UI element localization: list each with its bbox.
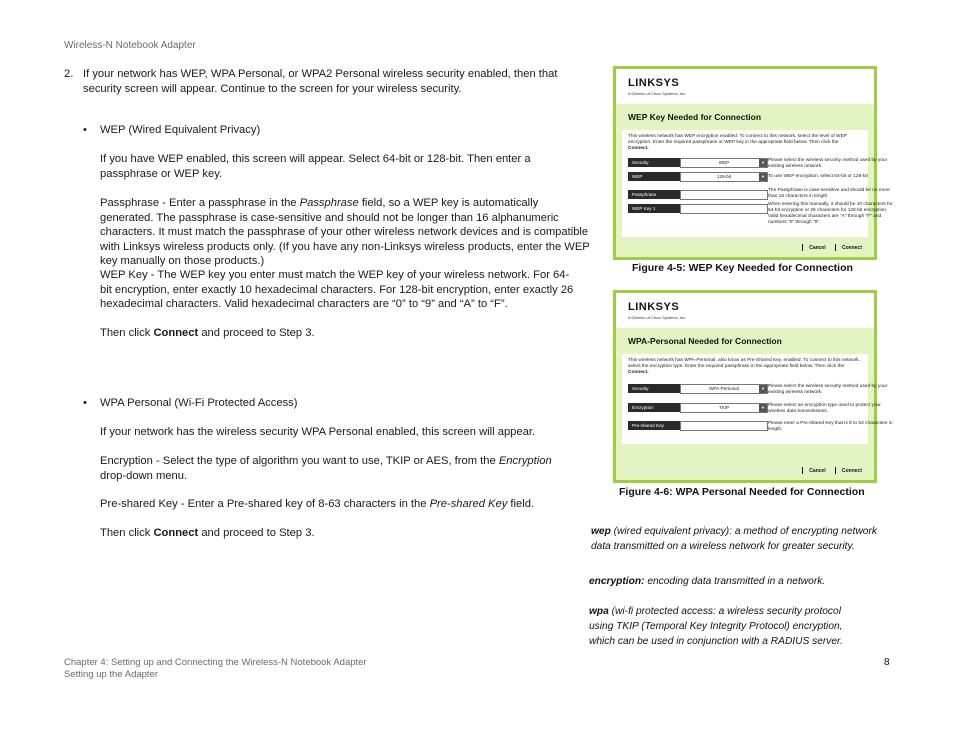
bullet: •	[83, 397, 87, 409]
screen-title: WEP Key Needed for Connection	[616, 104, 874, 130]
text: and proceed to Step 3.	[198, 327, 315, 339]
glossary-term: encryption:	[589, 576, 645, 587]
emphasis: Pre-shared Key	[429, 498, 508, 510]
screen-body	[622, 354, 893, 444]
text: and proceed to Step 3.	[198, 527, 315, 539]
chevron-down-icon[interactable]: ▼	[759, 159, 767, 167]
glossary-encryption	[589, 574, 889, 589]
wpa-psk-para	[100, 497, 580, 512]
cancel-button[interactable]: Cancel	[809, 244, 826, 251]
wpa-then	[100, 526, 580, 541]
bold-connect: Connect	[153, 527, 199, 539]
wep-key-para: WEP Key - The WEP key you enter must match the WEP key of your wireless network. For 64-bit encryption, enter exactly 10 hexadecimal characters. For 128-bit encryption, enter exactly 26 hexadecimal characters. Valid hexadecimal characters are “0” to “9” and “A” to “F”.	[100, 269, 574, 311]
figure-caption-2: Figure 4-6: WPA Personal Needed for Connection	[619, 486, 865, 498]
text: Then click	[100, 527, 154, 539]
wep-passphrase-para	[100, 196, 590, 269]
screen-header	[616, 293, 874, 328]
divider	[802, 467, 803, 474]
note-wep: To use WEP encryption, select 64-bit or 128-bit	[768, 174, 868, 179]
security-value: WPA-Personal	[709, 386, 739, 391]
footer-section: Setting up the Adapter	[64, 669, 159, 680]
glossary-definition: (wi-fi protected access: a wireless security protocol using TKIP (Temporal Key Integrity Protocol) encryption, which can be used in conjunction with a RADIUS server.	[589, 606, 843, 647]
footer-chapter: Chapter 4: Setting up and Connecting the Wireless-N Notebook Adapter	[64, 657, 367, 668]
glossary-wep	[591, 524, 891, 554]
logo-subtitle: A Division of Cisco Systems, Inc.	[628, 315, 687, 320]
step-text: If your network has WEP, WPA Personal, or WPA2 Personal wireless security enabled, then that security screen will appear. Continue to the screen for your wireless security.	[83, 68, 558, 95]
figure-caption-1: Figure 4-5: WEP Key Needed for Connection	[632, 262, 853, 274]
linksys-logo: LINKSYS	[628, 301, 680, 313]
screen-title: WPA-Personal Needed for Connection	[616, 328, 874, 354]
glossary-term: wpa	[589, 606, 609, 617]
text: Passphrase - Enter a passphrase in the	[100, 197, 300, 209]
chevron-down-icon[interactable]: ▼	[759, 173, 767, 181]
step-2	[64, 67, 590, 96]
bold-connect: Connect	[153, 327, 199, 339]
bullet: •	[83, 124, 87, 136]
wep-then	[100, 326, 580, 341]
emphasis: Passphrase	[299, 197, 359, 209]
emphasis: Encryption	[498, 455, 552, 467]
wpa-intro: If your network has the wireless security WPA Personal enabled, this screen will appear.	[100, 426, 536, 438]
text: This wireless network has WEP encryption enabled. To connect to this network, select the level of WEP encryption. Enter the required passphrase or WEP key in the appropriate field below. Then click the	[628, 134, 847, 145]
chevron-down-icon[interactable]: ▼	[759, 404, 767, 412]
page-footer	[64, 657, 367, 681]
screen-footer	[794, 467, 862, 474]
security-label: Security	[628, 158, 680, 167]
wpa-section	[64, 396, 590, 411]
divider	[835, 244, 836, 251]
connect-button[interactable]: Connect	[842, 467, 862, 474]
logo-subtitle: A Division of Cisco Systems, Inc.	[628, 91, 687, 96]
wep-key-input[interactable]	[680, 204, 768, 214]
encryption-label: Encryption	[628, 403, 680, 412]
wep-section	[64, 123, 590, 138]
text: This wireless network has WPA-Personal, also know as Pre-Shared Key, enabled. To connect to this network, select the encryption type. Enter the required passphrase in the appropriate field below. Then click the	[628, 358, 860, 369]
wep-title: WEP (Wired Equivalent Privacy)	[100, 124, 261, 136]
security-select[interactable]	[680, 158, 768, 168]
glossary-term: wep	[591, 526, 611, 537]
wep-key-label: WEP Key 1	[628, 204, 680, 213]
divider	[802, 244, 803, 251]
glossary-wpa	[589, 604, 861, 649]
security-label: Security	[628, 384, 680, 393]
text: Pre-shared Key - Enter a Pre-shared key of 8-63 characters in the	[100, 498, 430, 510]
note-encryption: Please select an encryption type used to protect your wireless data transmissions.	[768, 403, 881, 414]
screen-description	[628, 134, 860, 152]
note-passphrase: The Passphrase is case-sensitive and should be no more than 16 characters in length.	[768, 188, 890, 199]
screen-body	[622, 130, 893, 237]
page-number: 8	[884, 657, 890, 668]
wep-value: 128-bit	[716, 174, 732, 179]
connect-button[interactable]: Connect	[842, 244, 862, 251]
running-header: Wireless-N Notebook Adapter	[64, 40, 196, 51]
figure-wpa-screen	[613, 290, 893, 483]
security-value: WEP	[718, 160, 730, 165]
text: field, so a WEP key is automatically generated. The passphrase is case-sensitive and should not be longer than 16 alphanumeric characters. It must match the passphrase of your other wireless network devices and is compatible with Linksys wireless products only. (If you have any non-Linksys wireless products, enter the WEP key manually on those products.)	[100, 197, 590, 268]
passphrase-input[interactable]	[680, 190, 768, 200]
glossary-definition: encoding data transmitted in a network.	[644, 576, 826, 587]
screen-footer	[794, 244, 862, 251]
psk-input[interactable]	[680, 421, 768, 431]
bold: Connect.	[628, 146, 649, 151]
note-psk: Please enter a Pre-shared Key that is 8 to 63 characters in length.	[768, 421, 893, 432]
glossary-definition: (wired equivalent privacy): a method of encrypting network data transmitted on a wireless network for greater security.	[591, 526, 877, 552]
encryption-select[interactable]	[680, 403, 768, 413]
passphrase-label: Passphrase	[628, 190, 680, 199]
text: Encryption - Select the type of algorithm you want to use, TKIP or AES, from the	[100, 455, 499, 467]
figure-wep-screen	[613, 66, 893, 260]
screen-description	[628, 358, 860, 376]
chevron-down-icon[interactable]: ▼	[759, 385, 767, 393]
wep-select[interactable]	[680, 172, 768, 182]
wpa-encryption-para	[100, 454, 580, 483]
text: Then click	[100, 327, 154, 339]
text: drop-down menu.	[100, 469, 188, 482]
text: field.	[507, 498, 535, 510]
note-wep-key: When entering this manually, it should be 10 characters for 64-bit encryption or 26 characters for 128-bit encryption. Valid hexadecimal characters are "A" through "F" and numbers "0" through "9".	[768, 202, 893, 225]
screen-header	[616, 69, 874, 104]
linksys-logo: LINKSYS	[628, 77, 680, 89]
step-number: 2.	[64, 68, 74, 80]
wep-intro: If you have WEP enabled, this screen will appear. Select 64-bit or 128-bit. Then enter a passphrase or WEP key.	[100, 153, 531, 180]
encryption-value: TKIP	[718, 405, 730, 410]
wep-label: WEP	[628, 172, 680, 181]
security-select[interactable]	[680, 384, 768, 394]
note-security: Please select the wireless security method used by your existing wireless network.	[768, 384, 888, 395]
divider	[835, 467, 836, 474]
note-security: Please select the wireless security method used by your existing wireless network.	[768, 158, 888, 169]
psk-label: Pre-shared Key	[628, 421, 680, 430]
bold: Connect.	[628, 370, 649, 375]
cancel-button[interactable]: Cancel	[809, 467, 826, 474]
wpa-title: WPA Personal (Wi-Fi Protected Access)	[100, 397, 298, 409]
